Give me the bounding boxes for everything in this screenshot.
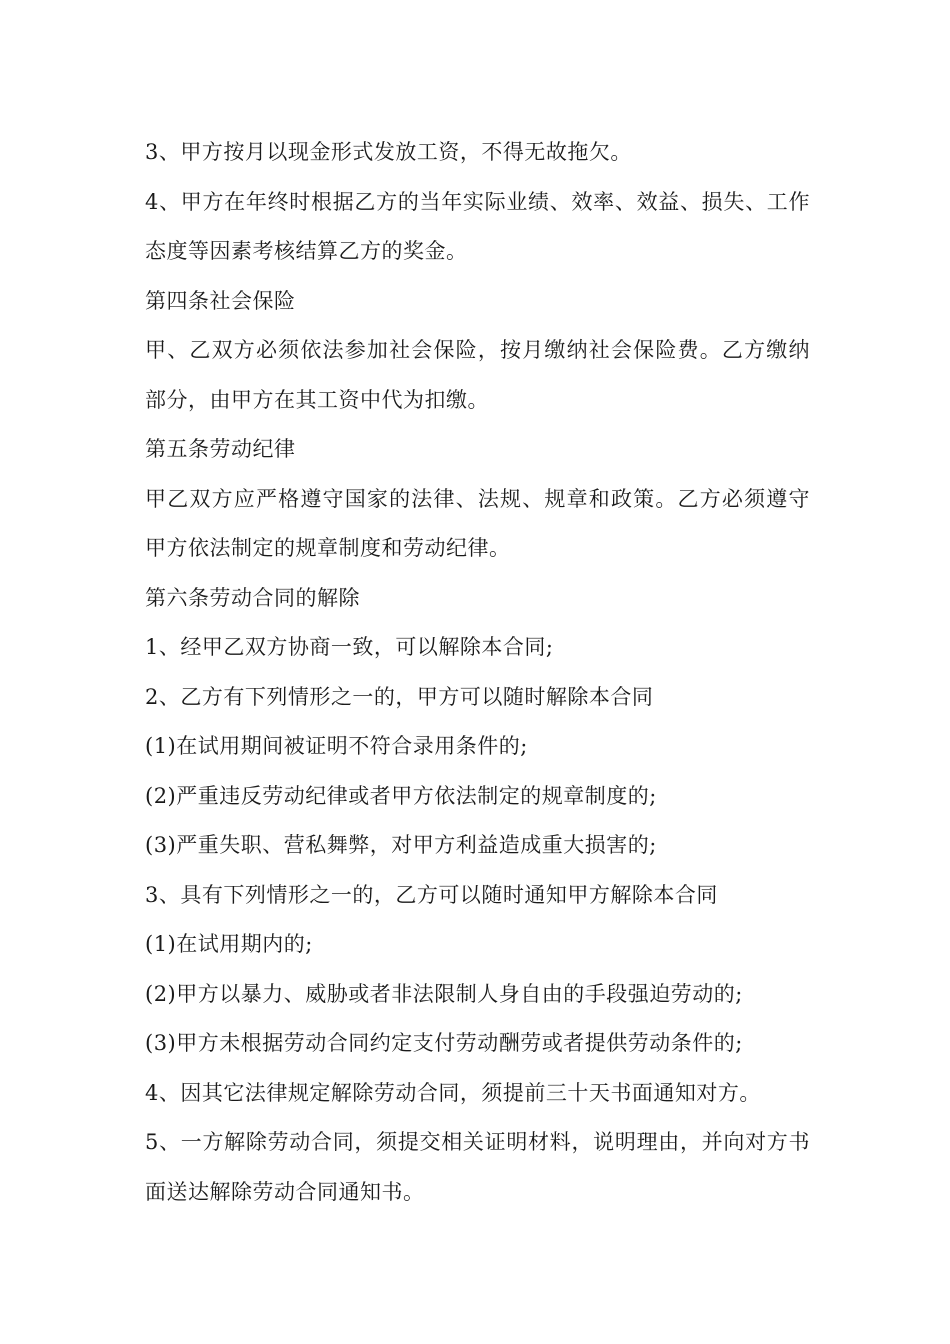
subclause-dereliction: (3)严重失职、营私舞弊，对甲方利益造成重大损害的; (145, 833, 657, 857)
clause-thirty-day-notice: 4、因其它法律规定解除劳动合同，须提前三十天书面通知对方。 (145, 1080, 761, 1105)
paragraph-social-insurance: 甲、乙双方必须依法参加社会保险，按月缴纳社会保险费。乙方缴纳部分，由甲方在其工资中代为扣缴。 (145, 338, 810, 412)
subclause-serious-violation: (2)严重违反劳动纪律或者甲方依法制定的规章制度的; (145, 783, 657, 808)
section-heading-social-insurance: 第四条社会保险 (145, 288, 296, 313)
section-heading-contract-termination: 第六条劳动合同的解除 (145, 585, 360, 610)
clause-written-notice: 5、一方解除劳动合同，须提交相关证明材料，说明理由，并向对方书面送达解除劳动合同通知书。 (145, 1130, 810, 1204)
subclause-unpaid-remuneration: (3)甲方未根据劳动合同约定支付劳动酬劳或者提供劳动条件的; (145, 1031, 743, 1055)
subclause-within-probation: (1)在试用期内的; (145, 932, 313, 956)
paragraph-year-end-bonus: 4、甲方在年终时根据乙方的当年实际业绩、效率、效益、损失、工作态度等因素考核结算乙方的奖金。 (145, 189, 810, 263)
clause-mutual-termination: 1、经甲乙双方协商一致，可以解除本合同; (145, 635, 554, 659)
paragraph-labor-discipline: 甲乙双方应严格遵守国家的法律、法规、规章和政策。乙方必须遵守甲方依法制定的规章制度和劳动纪律。 (145, 486, 810, 560)
paragraph-payment-cash: 3、甲方按月以现金形式发放工资，不得无故拖欠。 (145, 140, 632, 164)
section-heading-labor-discipline: 第五条劳动纪律 (145, 437, 296, 461)
subclause-probation-unqualified: (1)在试用期间被证明不符合录用条件的; (145, 734, 528, 758)
clause-employee-termination: 3、具有下列情形之一的，乙方可以随时通知甲方解除本合同 (145, 882, 718, 907)
document-body (145, 128, 810, 1217)
subclause-forced-labor: (2)甲方以暴力、威胁或者非法限制人身自由的手段强迫劳动的; (145, 981, 743, 1006)
clause-employer-termination: 2、乙方有下列情形之一的，甲方可以随时解除本合同 (145, 684, 654, 709)
